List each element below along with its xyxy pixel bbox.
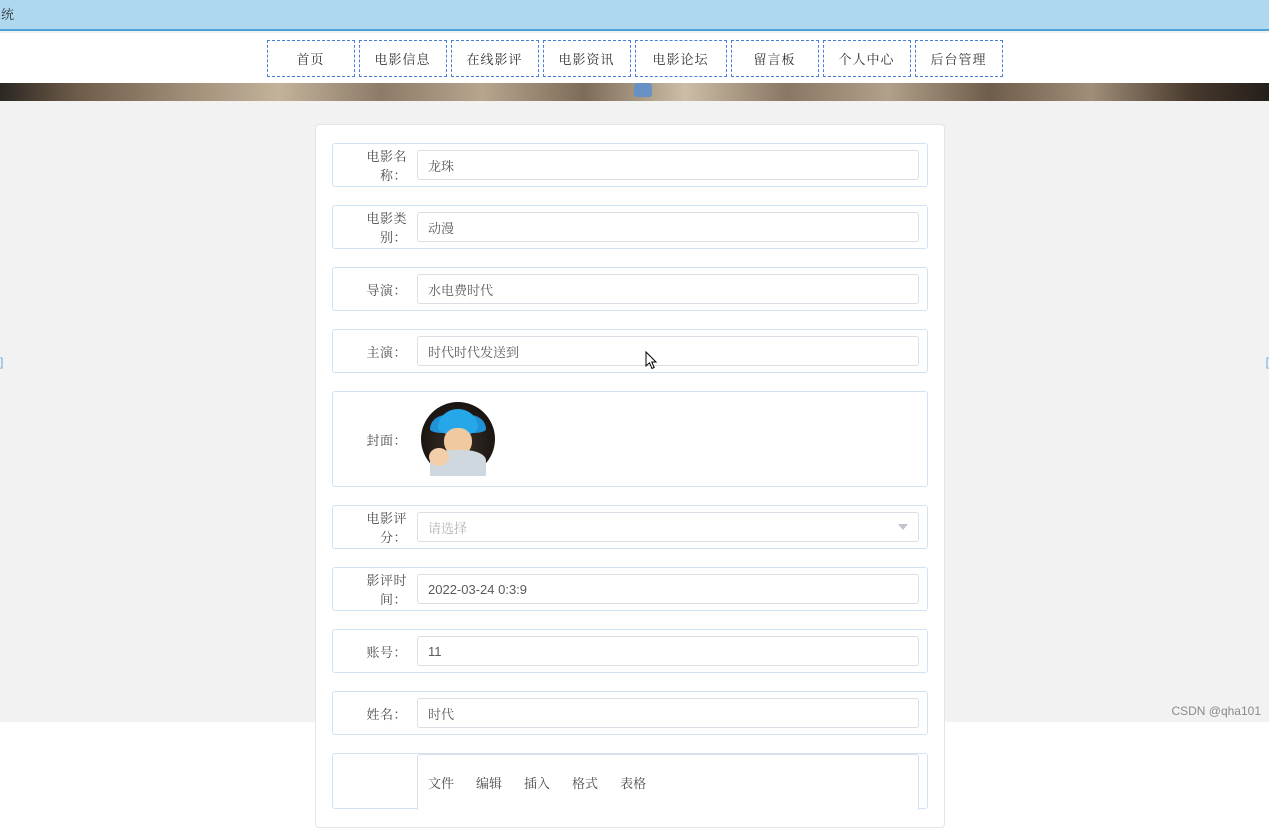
form-row-user-name <box>332 691 928 735</box>
label-account: 账号： <box>366 644 407 660</box>
chevron-down-icon <box>898 524 908 530</box>
input-account[interactable]: 11 <box>417 636 919 666</box>
select-movie-rating[interactable] <box>417 512 919 542</box>
main-navigation <box>0 33 1269 83</box>
movie-detail-form <box>315 124 945 828</box>
editor-menu-insert[interactable]: 插入 <box>524 776 551 791</box>
editor-menu-edit[interactable]: 编辑 <box>476 776 503 791</box>
input-movie-starring[interactable]: 时代时代发送到 <box>417 336 919 366</box>
banner-indicator <box>634 83 652 97</box>
cover-fist-shape <box>429 448 449 466</box>
label-review-time: 影评时间： <box>366 573 407 607</box>
site-title-partial: 统 <box>1 7 15 22</box>
input-movie-director[interactable]: 水电费时代 <box>417 274 919 304</box>
form-row-movie-director <box>332 267 928 311</box>
nav-item-home[interactable]: 首页 <box>267 40 355 77</box>
form-row-movie-cover <box>332 391 928 487</box>
page-edge-right: [ <box>1265 355 1269 369</box>
label-movie-director: 导演： <box>366 282 407 298</box>
nav-item-message-board[interactable]: 留言板 <box>731 40 819 77</box>
banner-image <box>0 83 1269 101</box>
nav-item-user-center[interactable]: 个人中心 <box>823 40 911 77</box>
label-user-name: 姓名： <box>366 706 407 722</box>
nav-list <box>267 40 1003 77</box>
nav-item-movie-forum[interactable]: 电影论坛 <box>635 40 727 77</box>
form-row-review-time <box>332 567 928 611</box>
input-movie-name[interactable]: 龙珠 <box>417 150 919 180</box>
select-movie-rating-value: 请选择 <box>428 520 468 536</box>
cover-area <box>417 402 919 476</box>
nav-item-movie-news[interactable]: 电影资讯 <box>543 40 631 77</box>
label-movie-cover: 封面： <box>366 432 407 448</box>
form-row-movie-category <box>332 205 928 249</box>
label-movie-starring: 主演： <box>366 344 407 360</box>
form-row-review-editor <box>332 753 928 809</box>
editor-menu-format[interactable]: 格式 <box>572 776 599 791</box>
movie-cover-image[interactable] <box>421 402 495 476</box>
input-movie-category[interactable]: 动漫 <box>417 212 919 242</box>
input-user-name[interactable]: 时代 <box>417 698 919 728</box>
nav-item-online-review[interactable]: 在线影评 <box>451 40 539 77</box>
top-bar <box>0 0 1269 31</box>
rich-text-editor[interactable] <box>417 754 919 810</box>
editor-menu-table[interactable]: 表格 <box>620 776 647 791</box>
form-row-movie-starring <box>332 329 928 373</box>
nav-item-admin[interactable]: 后台管理 <box>915 40 1003 77</box>
page-edge-left: ] <box>0 355 4 369</box>
nav-item-movie-info[interactable]: 电影信息 <box>359 40 447 77</box>
label-movie-category: 电影类别： <box>366 211 407 245</box>
form-row-account <box>332 629 928 673</box>
editor-menu-file[interactable]: 文件 <box>428 776 455 791</box>
label-movie-rating: 电影评分： <box>366 511 407 545</box>
form-row-movie-rating <box>332 505 928 549</box>
form-row-movie-name <box>332 143 928 187</box>
input-review-time[interactable]: 2022-03-24 0:3:9 <box>417 574 919 604</box>
watermark-text: CSDN @qha101 <box>1171 704 1261 718</box>
label-movie-name: 电影名称： <box>366 149 407 183</box>
